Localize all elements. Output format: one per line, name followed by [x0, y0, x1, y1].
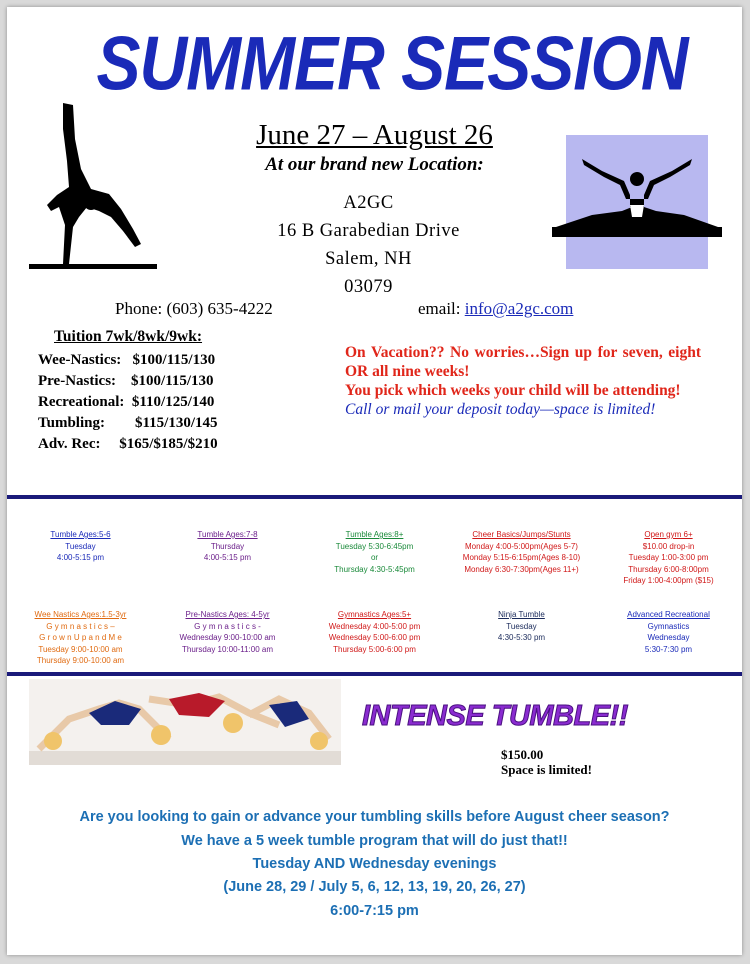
- class-time: 4:30-5:30 pm: [497, 633, 546, 642]
- class-time: Wednesday: [647, 633, 690, 642]
- class-time: Wednesday 4:00-5:00 pm: [328, 621, 421, 631]
- tuition-row: Adv. Rec: $165/$185/$210: [38, 436, 218, 452]
- class-time: Thursday 5:00-6:00 pm: [333, 644, 416, 654]
- class-time: Thursday 9:00-10:00 am: [36, 656, 125, 665]
- class-time: Thursday 6:00-8:00pm: [628, 564, 709, 574]
- class-time: 4:00-5:15 pm: [203, 553, 252, 562]
- class-time: 4:00-5:15 pm: [56, 553, 105, 562]
- class-card: [448, 609, 595, 644]
- class-time: 5:30-7:30 pm: [644, 644, 693, 654]
- class-card: [301, 609, 448, 655]
- class-time: Monday 4:00-5:00pm(Ages 5-7): [465, 541, 578, 551]
- tuition-row: Tumbling: $115/130/145: [38, 415, 218, 431]
- class-name: Ninja Tumble: [498, 610, 545, 619]
- class-time: Tuesday 1:00-3:00 pm: [628, 553, 709, 562]
- vacation-notice: [345, 343, 701, 419]
- class-time: Monday 5:15-6:15pm(Ages 8-10): [462, 553, 581, 562]
- class-time: or: [370, 553, 379, 562]
- address-line-street: 16 B Garabedian Drive: [277, 221, 460, 241]
- class-time: Tuesday: [506, 621, 537, 631]
- tuition-heading: Tuition 7wk/8wk/9wk:: [54, 328, 203, 345]
- promo-line: (June 28, 29 / July 5, 6, 12, 13, 19, 20, 26, 27): [223, 879, 526, 895]
- vacation-call-line: Call or mail your deposit today—space is limited!: [345, 401, 656, 418]
- tuition-row: Pre-Nastics: $100/115/130: [38, 373, 214, 389]
- promo-line: Tuesday AND Wednesday evenings: [252, 856, 497, 872]
- class-card: [7, 609, 154, 667]
- email-link[interactable]: info@a2gc.com: [464, 299, 574, 318]
- class-time: Gymnastics: [647, 621, 690, 631]
- cartwheel-girls-icon: [29, 679, 341, 765]
- class-name: Tumble Ages:5-6: [50, 530, 111, 539]
- promo-line: 6:00-7:15 pm: [330, 903, 419, 919]
- class-time: G y m n a s t i c s –: [46, 621, 115, 631]
- email-label: email:: [418, 299, 461, 318]
- page-title: SUMMER SESSION: [96, 20, 688, 106]
- class-name: Wee Nastics Ages:1.5-3yr: [34, 610, 127, 619]
- class-card: [154, 609, 301, 655]
- tuition-row: Recreational: $110/125/140: [38, 394, 215, 410]
- phone-text: Phone: (603) 635-4222: [115, 299, 273, 318]
- address-line-name: A2GC: [343, 193, 394, 213]
- class-card: [595, 609, 742, 655]
- class-card: [448, 529, 595, 575]
- class-time: Wednesday 5:00-6:00 pm: [328, 633, 421, 642]
- divider: [7, 672, 742, 676]
- class-name: Gymnastics Ages:5+: [337, 610, 412, 619]
- class-name: Cheer Basics/Jumps/Stunts: [472, 530, 571, 539]
- class-card: [301, 529, 448, 575]
- class-time: Thursday 4:30-5:45pm: [334, 564, 415, 574]
- class-time: $10.00 drop-in: [642, 541, 695, 551]
- class-name: Tumble Ages:8+: [345, 530, 404, 539]
- promo-line: Are you looking to gain or advance your tumbling skills before August cheer season?: [79, 809, 670, 825]
- tumble-price: $150.00: [501, 747, 544, 762]
- class-time: Monday 6:30-7:30pm(Ages 11+): [464, 564, 579, 574]
- address-line-city: Salem, NH: [325, 249, 412, 269]
- class-time: Thursday: [210, 541, 245, 551]
- class-card: [7, 529, 154, 564]
- class-time: G r o w n U p a n d M e: [39, 633, 122, 642]
- tumble-note: Space is limited!: [501, 762, 592, 777]
- class-time: Wednesday 9:00-10:00 am: [179, 633, 276, 642]
- class-time: Tuesday: [65, 541, 96, 551]
- class-name: Pre-Nastics Ages: 4-5yr: [185, 610, 270, 619]
- tuition-row: Wee-Nastics: $100/115/130: [38, 352, 216, 368]
- flyer-page: [7, 7, 742, 955]
- location-heading: At our brand new Location:: [265, 154, 484, 175]
- address-line-zip: 03079: [344, 277, 393, 297]
- class-card: [595, 529, 742, 587]
- intense-tumble-title: INTENSE TUMBLE!!: [362, 700, 628, 732]
- session-dates: June 27 – August 26: [256, 119, 493, 151]
- class-card: [154, 529, 301, 564]
- class-name: Advanced Recreational: [627, 610, 710, 619]
- class-name: Tumble Ages:7-8: [197, 530, 258, 539]
- vacation-line: On Vacation?? No worries…Sign up for seven, eight OR all nine weeks!: [345, 344, 701, 380]
- vacation-line: You pick which weeks your child will be attending!: [345, 382, 681, 399]
- tumble-price-block: [501, 747, 592, 777]
- class-name: Open gym 6+: [644, 530, 693, 539]
- email-contact: [418, 299, 573, 319]
- class-time: Thursday 10:00-11:00 am: [181, 644, 273, 654]
- promo-line: We have a 5 week tumble program that will do just that!!: [181, 833, 568, 849]
- class-time: Tuesday 9:00-10:00 am: [38, 644, 123, 654]
- class-time: Friday 1:00-4:00pm ($15): [623, 576, 714, 585]
- class-schedule-grid: [7, 499, 742, 673]
- class-time: Tuesday 5:30-6:45pm: [335, 541, 414, 551]
- class-time: G y m n a s t i c s -: [194, 621, 261, 631]
